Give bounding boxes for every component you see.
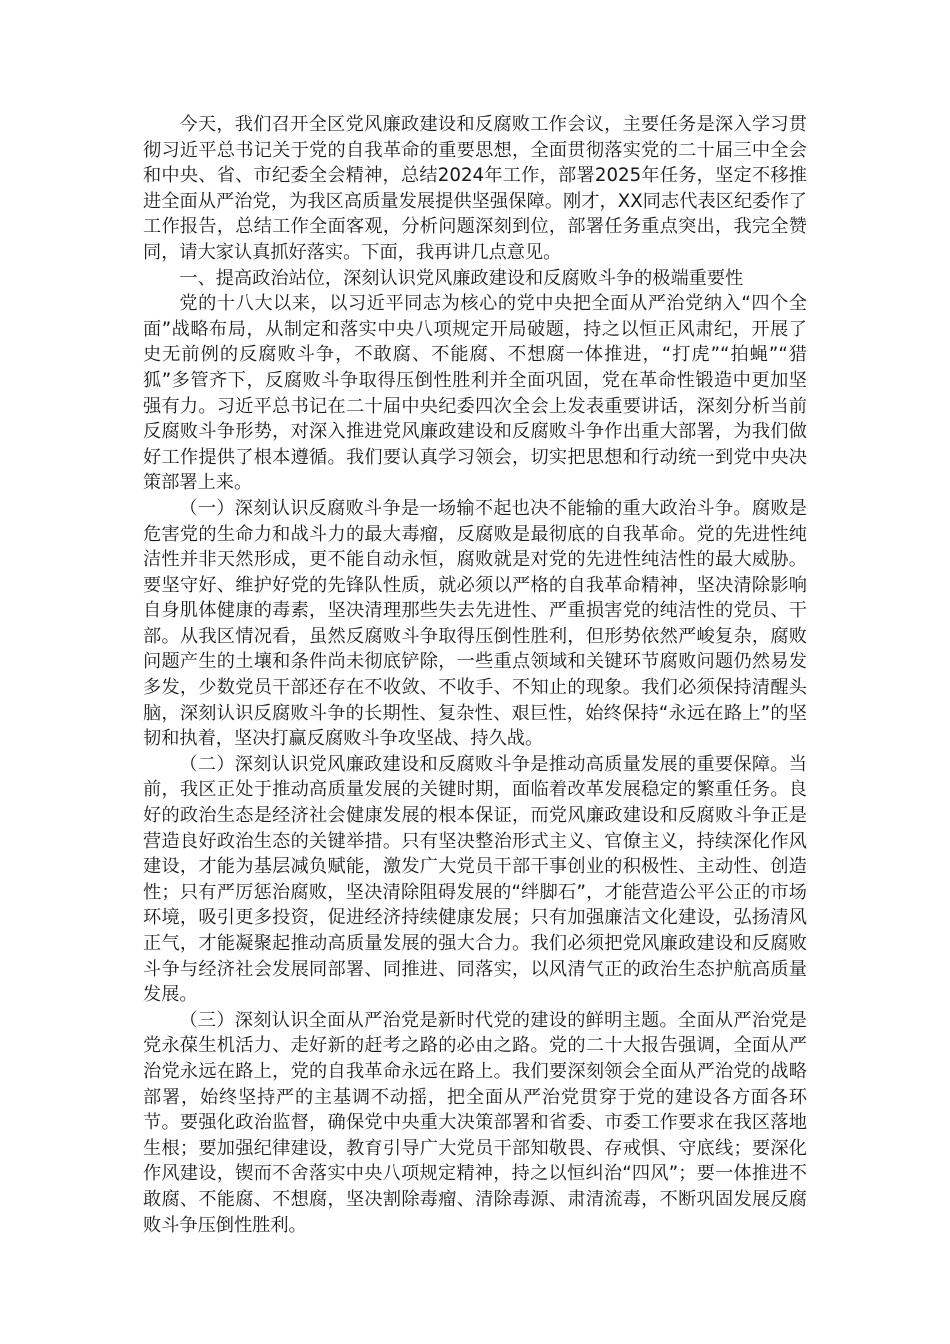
paragraph-point-three: （三）深刻认识全面从严治党是新时代党的建设的鲜明主题。全面从严治党是党永葆生机活力、走好新的赶考之路的必由之路。党的二十大报告强调，全面从严治党永远在路上，党的自我革命永远在路上。我们要深刻领会全面从严治党的战略部署，始终坚持严的主基调不动摇，把全面从严治党贯穿于党的建设各方面各环节。要强化政治监督，确保党中央重大决策部署和省委、市委工作要求在我区落地生根；要加强纪律建设，教育引导广大党员干部知敬畏、存戒惧、守底线；要深化作风建设，锲而不舍落实中央八项规定精神，持之以恒纠治“四风”；要一体推进不敢腐、不能腐、不想腐，坚决割除毒瘤、清除毒源、肃清流毒，不断巩固发展反腐败斗争压倒性胜利。 [143, 1009, 807, 1236]
document-body [143, 112, 807, 1238]
section-heading-one: 一、提高政治站位，深刻认识党风廉政建设和反腐败斗争的极端重要性 [179, 267, 744, 289]
paragraph-background: 党的十八大以来，以习近平同志为核心的党中央把全面从严治党纳入“四个全面”战略布局，从制定和落实中央八项规定开局破题，持之以恒正风肃纪，开展了史无前例的反腐败斗争，不敢腐、不能腐、不想腐一体推进，“打虎”“拍蝇”“猎狐”多管齐下，反腐败斗争取得压倒性胜利并全面巩固，党在革命性锻造中更加坚强有力。习近平总书记在二十届中央纪委四次全会上发表重要讲话，深刻分析当前反腐败斗争形势，对深入推进党风廉政建设和反腐败斗争作出重大部署，为我们做好工作提供了根本遵循。我们要认真学习领会，切实把思想和行动统一到党中央决策部署上来。 [143, 293, 807, 494]
paragraph-point-two: （二）深刻认识党风廉政建设和反腐败斗争是推动高质量发展的重要保障。当前，我区正处于推动高质量发展的关键时期，面临着改革发展稳定的繁重任务。良好的政治生态是经济社会健康发展的根本保证，而党风廉政建设和反腐败斗争正是营造良好政治生态的关键举措。只有坚决整治形式主义、官僚主义，持续深化作风建设，才能为基层减负赋能，激发广大党员干部干事创业的积极性、主动性、创造性；只有严厉惩治腐败，坚决清除阻碍发展的“绊脚石”，才能营造公平公正的市场环境，吸引更多投资，促进经济持续健康发展；只有加强廉洁文化建设，弘扬清风正气，才能凝聚起推动高质量发展的强大合力。我们必须把党风廉政建设和反腐败斗争与经济社会发展同部署、同推进、同落实，以风清气正的政治生态护航高质量发展。 [143, 753, 807, 1006]
paragraph-point-one: （一）深刻认识反腐败斗争是一场输不起也决不能输的重大政治斗争。腐败是危害党的生命力和战斗力的最大毒瘤，反腐败是最彻底的自我革命。党的先进性纯洁性并非天然形成，更不能自动永恒，腐败就是对党的先进性纯洁性的最大威胁。要坚守好、维护好党的先锋队性质，就必须以严格的自我革命精神，坚决清除影响自身肌体健康的毒素，坚决清理那些失去先进性、严重损害党的纯洁性的党员、干部。从我区情况看，虽然反腐败斗争取得压倒性胜利，但形势依然严峻复杂，腐败问题产生的土壤和条件尚未彻底铲除，一些重点领域和关键环节腐败问题仍然易发多发，少数党员干部还存在不收敛、不收手、不知止的现象。我们必须保持清醒头脑，深刻认识反腐败斗争的长期性、复杂性、艰巨性，始终保持“永远在路上”的坚韧和执着，坚决打赢反腐败斗争攻坚战、持久战。 [143, 497, 807, 750]
paragraph-opening: 今天，我们召开全区党风廉政建设和反腐败工作会议，主要任务是深入学习贯彻习近平总书记关于党的自我革命的重要思想，全面贯彻落实党的二十届三中全会和中央、省、市纪委全会精神，总结2024年工作，部署2025年任务，坚定不移推进全面从严治党，为我区高质量发展提供坚强保障。刚才，XX同志代表区纪委作了工作报告，总结工作全面客观，分析问题深刻到位，部署任务重点突出，我完全赞同，请大家认真抓好落实。下面，我再讲几点意见。 [143, 114, 807, 263]
